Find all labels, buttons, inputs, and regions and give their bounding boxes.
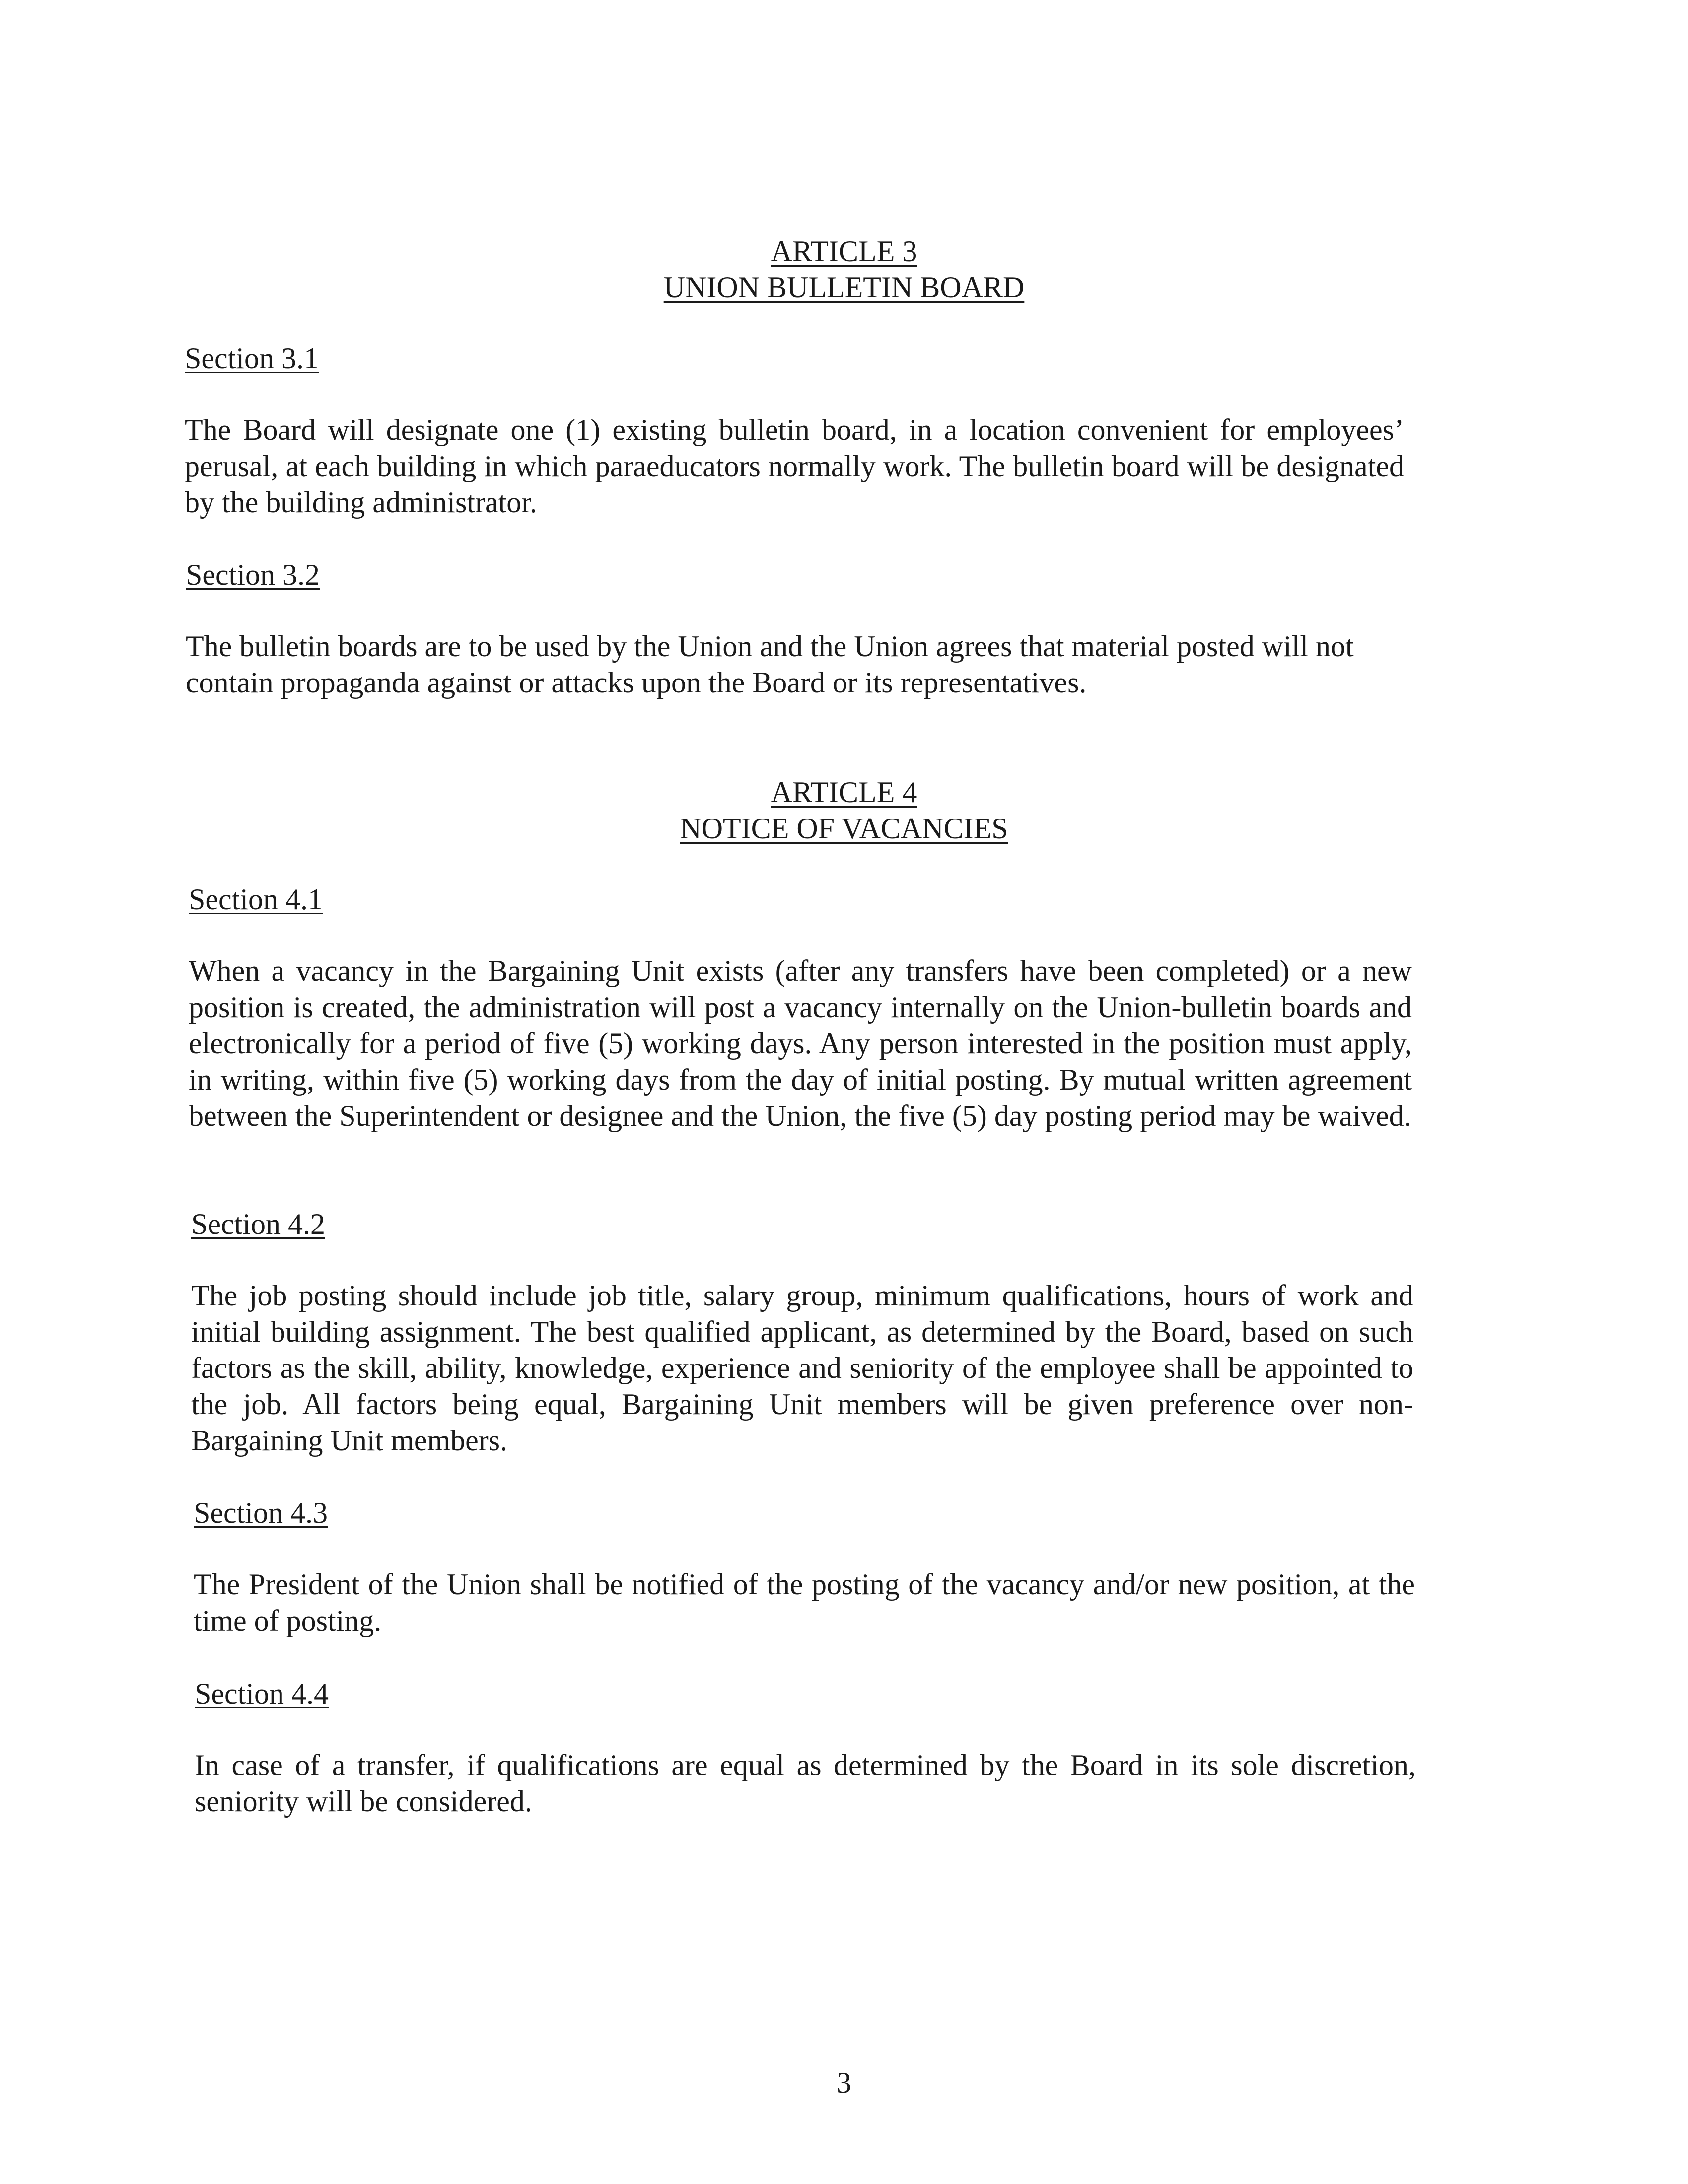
section-4-1-label: Section 4.1 [189, 883, 323, 916]
section-4-1-text: When a vacancy in the Bargaining Unit exists (after any transfers have been completed) or a new position is created, the administration will post a vacancy internally on the Union-bulletin boards and electronically for a period of five (5) working days. Any person interested in the position must apply, in writing, within five (5) working days from the day of initial posting. By mutual written agreement between the Superintendent or designee and the Union, the five (5) day posting period may be waived. [189, 955, 1412, 1132]
section-4-3-label: Section 4.3 [194, 1497, 328, 1529]
section-4-2-text: The job posting should include job title, salary group, minimum qualifications, hours of work and initial building assignment. The best qualified applicant, as determined by the Board, based on such factors as the skill, ability, knowledge, experience and seniority of the employee shall be appointed to the job. All factors being equal, Bargaining Unit members will be given preference over non-Bargaining Unit members. [191, 1279, 1413, 1457]
article-3-title: ARTICLE 3 [771, 235, 917, 268]
article-4-title: ARTICLE 4 [771, 776, 917, 809]
section-4-4-label: Section 4.4 [195, 1677, 329, 1710]
section-4-3-text: The President of the Union shall be notified of the posting of the vacancy and/or new position, at the time of posting. [194, 1568, 1415, 1637]
article-3-subtitle: UNION BULLETIN BOARD [663, 271, 1025, 304]
section-3-1-text: The Board will designate one (1) existing bulletin board, in a location convenient for employees’ perusal, at each building in which paraeducators normally work. The bulletin board will be designated by the building administrator. [185, 413, 1404, 519]
article-4-subtitle: NOTICE OF VACANCIES [680, 812, 1008, 845]
page-number: 3 [837, 2066, 851, 2099]
section-4-2-label: Section 4.2 [191, 1208, 325, 1240]
section-4-4-text: In case of a transfer, if qualifications are equal as determined by the Board in its sole discretion, seniority will be considered. [195, 1749, 1416, 1818]
section-3-1-label: Section 3.1 [185, 342, 319, 375]
section-3-2-label: Section 3.2 [186, 558, 320, 591]
section-3-2-text: The bulletin boards are to be used by the Union and the Union agrees that material posted will not contain propaganda against or attacks upon the Board or its representatives. [186, 630, 1354, 699]
